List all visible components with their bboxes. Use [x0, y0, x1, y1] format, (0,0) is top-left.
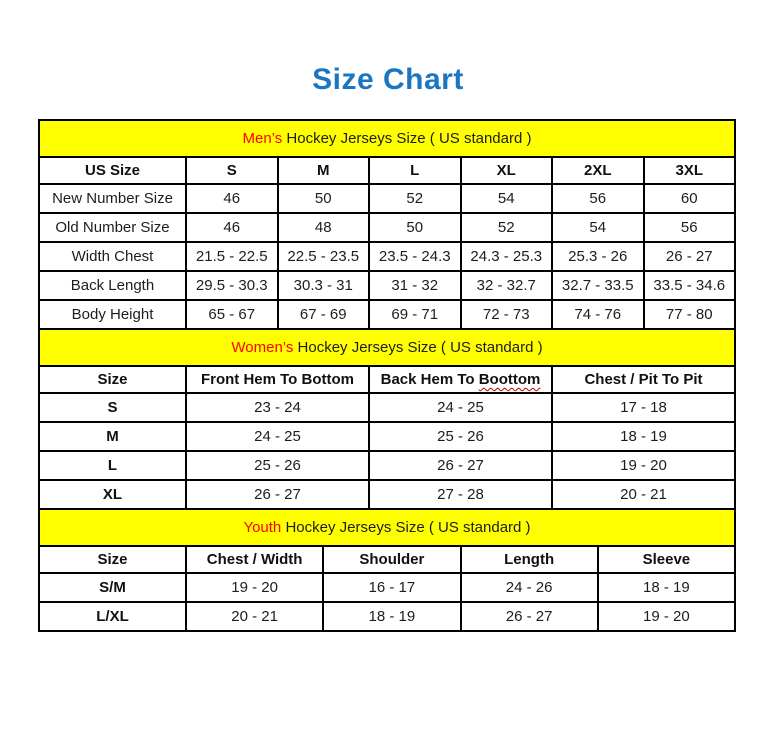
table-cell: 54 — [461, 184, 553, 213]
table-cell: 23 - 24 — [186, 393, 369, 422]
table-cell: 18 - 19 — [323, 602, 460, 631]
column-header: L — [369, 157, 461, 184]
table-row — [39, 451, 735, 480]
youth-section-title-rest: Hockey Jerseys Size ( US standard ) — [281, 519, 531, 536]
table-cell: 30.3 - 31 — [278, 271, 370, 300]
column-header: Size — [39, 366, 186, 393]
men-section-banner — [39, 120, 735, 157]
table-cell: 65 - 67 — [186, 300, 278, 329]
table-cell: 32 - 32.7 — [461, 271, 553, 300]
youth-column-header-row — [39, 546, 735, 573]
table-cell: 29.5 - 30.3 — [186, 271, 278, 300]
row-label: XL — [39, 480, 186, 509]
table-row — [39, 480, 735, 509]
table-cell: 19 - 20 — [598, 602, 735, 631]
table-cell: 18 - 19 — [598, 573, 735, 602]
table-row — [39, 573, 735, 602]
table-cell: 67 - 69 — [278, 300, 370, 329]
table-cell: 18 - 19 — [552, 422, 735, 451]
table-row — [39, 422, 735, 451]
misspelled-word: Boottom — [478, 371, 541, 388]
table-cell: 19 - 20 — [552, 451, 735, 480]
column-header: M — [278, 157, 370, 184]
youth-section-title — [39, 509, 735, 546]
table-cell: 33.5 - 34.6 — [644, 271, 736, 300]
column-header: Shoulder — [323, 546, 460, 573]
table-cell: 60 — [644, 184, 736, 213]
table-cell: 46 — [186, 184, 278, 213]
column-header: Chest / Pit To Pit — [552, 366, 735, 393]
column-header: Back Hem To Boottom — [369, 366, 552, 393]
row-label: L/XL — [39, 602, 186, 631]
mens-size-table — [38, 119, 736, 330]
table-row — [39, 602, 735, 631]
women-column-header-row — [39, 366, 735, 393]
column-header: Sleeve — [598, 546, 735, 573]
table-cell: 17 - 18 — [552, 393, 735, 422]
table-cell: 20 - 21 — [552, 480, 735, 509]
column-header: 3XL — [644, 157, 736, 184]
table-cell: 25 - 26 — [369, 422, 552, 451]
youth-section-title-highlight: Youth — [243, 519, 282, 536]
table-cell: 50 — [278, 184, 370, 213]
row-label: M — [39, 422, 186, 451]
table-cell: 24 - 26 — [461, 573, 598, 602]
row-label: New Number Size — [39, 184, 186, 213]
column-header: Size — [39, 546, 186, 573]
men-section-title-highlight: Men’s — [242, 130, 283, 147]
row-label: Back Length — [39, 271, 186, 300]
row-label: S/M — [39, 573, 186, 602]
table-cell: 74 - 76 — [552, 300, 644, 329]
column-header: Length — [461, 546, 598, 573]
column-header: 2XL — [552, 157, 644, 184]
table-cell: 21.5 - 22.5 — [186, 242, 278, 271]
youth-section-banner — [39, 509, 735, 546]
table-cell: 25 - 26 — [186, 451, 369, 480]
column-header: XL — [461, 157, 553, 184]
table-cell: 72 - 73 — [461, 300, 553, 329]
row-label: Old Number Size — [39, 213, 186, 242]
women-section-title-rest: Hockey Jerseys Size ( US standard ) — [293, 339, 543, 356]
table-cell: 20 - 21 — [186, 602, 323, 631]
column-header: S — [186, 157, 278, 184]
table-row — [39, 393, 735, 422]
table-cell: 23.5 - 24.3 — [369, 242, 461, 271]
women-section-title-highlight: Women’s — [231, 339, 294, 356]
table-cell: 24.3 - 25.3 — [461, 242, 553, 271]
table-cell: 24 - 25 — [369, 393, 552, 422]
size-chart — [38, 119, 736, 632]
table-cell: 54 — [552, 213, 644, 242]
table-row — [39, 271, 735, 300]
table-cell: 26 - 27 — [644, 242, 736, 271]
table-cell: 22.5 - 23.5 — [278, 242, 370, 271]
column-header: US Size — [39, 157, 186, 184]
table-cell: 46 — [186, 213, 278, 242]
table-cell: 26 - 27 — [461, 602, 598, 631]
table-cell: 25.3 - 26 — [552, 242, 644, 271]
women-section-title — [39, 329, 735, 366]
men-section-title — [39, 120, 735, 157]
table-cell: 19 - 20 — [186, 573, 323, 602]
table-cell: 48 — [278, 213, 370, 242]
table-cell: 26 - 27 — [186, 480, 369, 509]
row-label: L — [39, 451, 186, 480]
column-header: Front Hem To Bottom — [186, 366, 369, 393]
men-section-title-rest: Hockey Jerseys Size ( US standard ) — [282, 130, 532, 147]
womens-size-table — [38, 328, 736, 510]
table-cell: 52 — [369, 184, 461, 213]
table-cell: 56 — [552, 184, 644, 213]
men-column-header-row — [39, 157, 735, 184]
table-cell: 52 — [461, 213, 553, 242]
table-cell: 31 - 32 — [369, 271, 461, 300]
table-cell: 56 — [644, 213, 736, 242]
youth-size-table — [38, 508, 736, 632]
table-row — [39, 213, 735, 242]
table-cell: 69 - 71 — [369, 300, 461, 329]
table-row — [39, 184, 735, 213]
row-label: S — [39, 393, 186, 422]
page-title: Size Chart — [312, 63, 464, 96]
table-row — [39, 300, 735, 329]
table-cell: 50 — [369, 213, 461, 242]
table-cell: 16 - 17 — [323, 573, 460, 602]
table-row — [39, 242, 735, 271]
table-cell: 32.7 - 33.5 — [552, 271, 644, 300]
row-label: Body Height — [39, 300, 186, 329]
row-label: Width Chest — [39, 242, 186, 271]
table-cell: 26 - 27 — [369, 451, 552, 480]
table-cell: 24 - 25 — [186, 422, 369, 451]
women-section-banner — [39, 329, 735, 366]
column-header: Chest / Width — [186, 546, 323, 573]
table-cell: 27 - 28 — [369, 480, 552, 509]
table-cell: 77 - 80 — [644, 300, 736, 329]
